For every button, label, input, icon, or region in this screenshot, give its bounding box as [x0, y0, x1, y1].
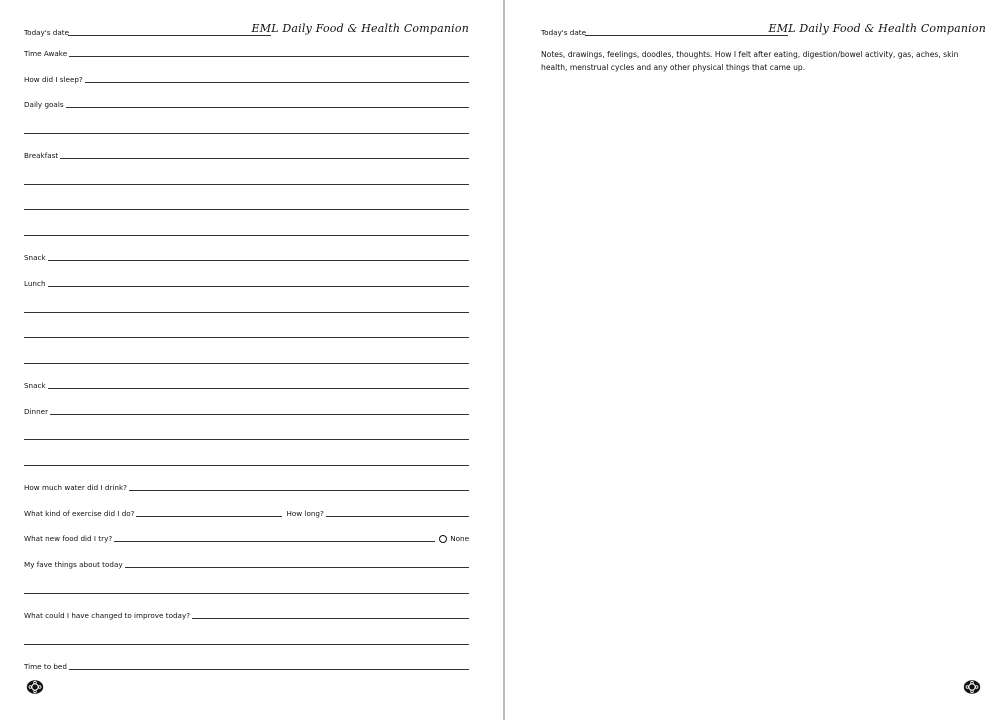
date-field[interactable]	[68, 35, 271, 36]
row-label: Time Awake	[24, 49, 68, 58]
left-page-header	[24, 22, 469, 42]
row-label: Snack	[24, 381, 46, 391]
row-label: What could I have changed to improve today?	[24, 611, 191, 621]
page-title: EML Daily Food & Health Companion	[768, 22, 986, 35]
none-option[interactable]	[435, 534, 469, 544]
notes-instructions: Notes, drawings, feelings, doodles, thoughts. How I felt after eating, digestion/bowel activity, gas, aches, skin health, menstrual cycles and any other physical things that came up.	[541, 50, 959, 72]
journal-row	[24, 96, 469, 110]
journal-row	[24, 607, 469, 621]
journal-row	[24, 71, 469, 85]
journal-row	[24, 352, 469, 366]
write-in-line[interactable]	[24, 303, 469, 313]
journal-row	[24, 45, 469, 59]
none-option-label: None	[450, 534, 469, 544]
row-label: What new food did I try?	[24, 534, 113, 544]
write-in-line[interactable]	[136, 507, 282, 517]
journal-row	[24, 582, 469, 596]
write-in-line[interactable]	[48, 277, 470, 287]
write-in-line[interactable]	[125, 558, 469, 568]
journal-row	[24, 530, 469, 544]
write-in-line[interactable]	[85, 73, 469, 83]
page-title: EML Daily Food & Health Companion	[251, 22, 469, 35]
journal-row	[24, 122, 469, 136]
journal-row	[24, 505, 469, 519]
write-in-line[interactable]	[24, 124, 469, 134]
write-in-line[interactable]	[50, 405, 469, 415]
write-in-line[interactable]	[24, 354, 469, 364]
journal-row	[24, 428, 469, 442]
journal-row	[24, 173, 469, 187]
journal-row	[24, 249, 469, 263]
write-in-line[interactable]	[24, 226, 469, 236]
row-label: Snack	[24, 253, 46, 263]
right-page-header	[541, 22, 986, 42]
ornament-icon	[963, 679, 981, 695]
journal-row	[24, 454, 469, 468]
write-in-line[interactable]	[69, 660, 469, 670]
radio-circle-icon[interactable]	[439, 535, 447, 543]
write-in-line[interactable]	[60, 149, 469, 159]
write-in-line[interactable]	[24, 175, 469, 185]
journal-row	[24, 377, 469, 391]
journal-row	[24, 403, 469, 417]
date-label: Today's date	[541, 28, 586, 37]
row-label: My fave things about today	[24, 560, 123, 569]
right-page	[504, 0, 1008, 720]
write-in-line[interactable]	[48, 379, 469, 389]
row-label: How did I sleep?	[24, 74, 83, 84]
row-label: Lunch	[24, 278, 46, 288]
journal-row	[24, 479, 469, 493]
row-label: Dinner	[24, 406, 49, 416]
write-in-line[interactable]	[69, 47, 469, 57]
journal-row	[24, 556, 469, 570]
write-in-line[interactable]	[192, 609, 469, 619]
write-in-line[interactable]	[24, 584, 469, 594]
write-in-line[interactable]	[24, 456, 469, 466]
row-label: Breakfast	[24, 151, 59, 161]
row-label: Time to bed	[24, 662, 67, 672]
journal-row	[24, 326, 469, 340]
write-in-line[interactable]	[24, 635, 469, 645]
ornament-icon	[26, 679, 44, 695]
journal-row	[24, 147, 469, 161]
write-in-line[interactable]	[66, 98, 469, 108]
write-in-line[interactable]	[326, 507, 469, 517]
journal-row	[24, 275, 469, 289]
row-label: How long?	[286, 508, 324, 518]
write-in-line[interactable]	[24, 200, 469, 210]
write-in-line[interactable]	[129, 481, 469, 491]
date-label: Today's date	[24, 28, 69, 37]
journal-row	[24, 224, 469, 238]
journal-row	[24, 658, 469, 672]
journal-row	[24, 198, 469, 212]
journal-row	[24, 301, 469, 315]
date-field[interactable]	[585, 35, 788, 36]
write-in-line[interactable]	[24, 430, 469, 440]
row-label: Daily goals	[24, 100, 64, 110]
write-in-line[interactable]	[24, 328, 469, 338]
row-label: How much water did I drink?	[24, 483, 127, 493]
write-in-line[interactable]	[114, 532, 435, 542]
row-label: What kind of exercise did I do?	[24, 508, 135, 518]
write-in-line[interactable]	[48, 251, 469, 261]
journal-row	[24, 633, 469, 647]
